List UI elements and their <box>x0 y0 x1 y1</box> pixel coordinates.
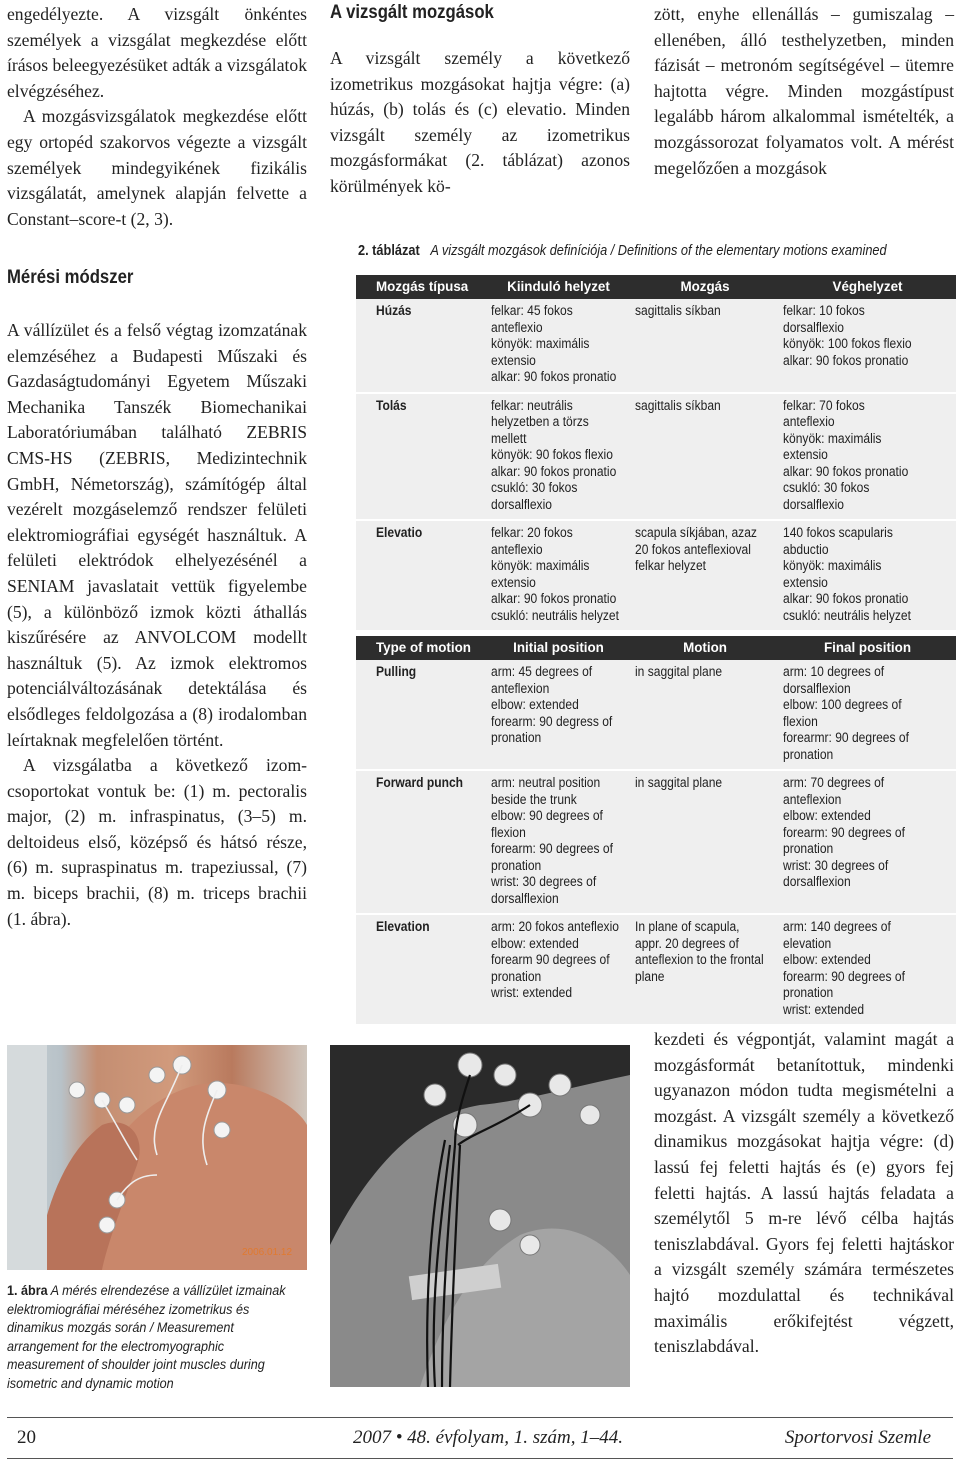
table-caption <box>358 243 886 259</box>
cell-text-line: forearmr: 90 degrees of <box>783 730 909 745</box>
column-header: Kiinduló helyzet <box>507 278 610 294</box>
cell-text-line: 140 fokos scapularis <box>783 525 893 540</box>
table-cell <box>356 775 486 907</box>
figure-photo-front <box>7 1045 307 1270</box>
cell-text-line: arm: 70 degrees of <box>783 775 885 790</box>
middle-column-text <box>330 2 630 200</box>
paragraph: A mozgásvizsgálatok megkezdése előtt egy ortopéd szakorvos végezte a vizsgált személyek mindegyikének fizikális vizsgálatát, amelynek alapján felvette a Constant–score-t (2, 3). <box>7 106 307 229</box>
table-cell <box>631 919 779 1018</box>
cell-text-line: alkar: 90 fokos pronatio <box>783 591 909 606</box>
cell-text-line: sagittalis síkban <box>635 303 721 318</box>
cell-text-line: plane <box>635 968 665 984</box>
table-row <box>356 771 956 915</box>
figure-caption-number: 1. ábra <box>7 1282 48 1298</box>
cell-text-line: forearm: 90 degrees of <box>491 841 613 856</box>
table-row <box>356 521 956 632</box>
column-header: Type of motion <box>376 639 471 655</box>
cell-text-line: dorsalflexio <box>491 496 552 512</box>
page-footer <box>7 1417 953 1459</box>
motion-type-label: Forward punch <box>376 775 464 790</box>
table-row <box>356 660 956 771</box>
cell-text-line: arm: 45 degrees of <box>491 664 593 679</box>
table-cell <box>356 398 486 514</box>
cell-text-line: sagittalis síkban <box>635 397 721 413</box>
cell-text-line: felkar: 10 fokos <box>783 303 865 318</box>
cell-text-line: in saggital plane <box>635 775 723 790</box>
cell-text-line: alkar: 90 fokos pronatio <box>491 591 617 606</box>
table-cell <box>356 919 486 1018</box>
motion-type-label: Elevation <box>376 919 430 934</box>
cell-text-line: scapula síkjában, azaz <box>635 525 757 540</box>
cell-text-line: In plane of scapula, <box>635 919 740 934</box>
cell-text-line: helyzetben a törzs <box>491 414 589 429</box>
cell-text-line: elbow: 90 degrees of <box>491 808 603 823</box>
cell-text-line: wrist: extended <box>491 985 573 1000</box>
photo-timestamp: 2006.01.12 <box>242 1247 293 1258</box>
table-cell <box>779 525 956 624</box>
table-row <box>356 394 956 522</box>
methods-text <box>7 318 307 932</box>
table-cell <box>486 664 631 763</box>
figure-caption-text: A mérés elrendezése a vállízület izmainak elektromiográfiai méréséhez izometrikus és dinamikus mozgás során / Measurement arrangement for the electromyographic measurement of shoulder joint muscles during isometric and dynamic motion <box>7 1282 286 1391</box>
table-row <box>356 915 956 1026</box>
cell-text-line: beside the trunk <box>491 791 577 807</box>
cell-text-line: felkar: 20 fokos <box>491 525 573 540</box>
table-cell <box>779 398 956 514</box>
cell-text-line: forearm: 90 degrees of <box>783 824 905 840</box>
photo-front-illustration <box>7 1045 307 1270</box>
cell-text-line: forearm: 90 degress of <box>491 713 613 729</box>
cell-text-line: arm: 10 degrees of <box>783 664 885 679</box>
cell-text-line: wrist: 30 degrees of <box>491 874 597 889</box>
cell-text-line: 20 fokos anteflexioval <box>635 541 751 557</box>
cell-text-line: elbow: extended <box>783 952 871 967</box>
table-cell <box>779 664 956 763</box>
cell-text-line: alkar: 90 fokos pronatio <box>783 463 909 479</box>
cell-text-line: pronation <box>491 730 542 745</box>
cell-text-line: pronation <box>783 985 834 1000</box>
table-cell <box>779 775 956 907</box>
motion-type-label: Tolás <box>376 397 407 413</box>
right-column-text <box>654 2 954 181</box>
table-cell <box>356 303 486 386</box>
cell-text-line: dorsalflexion <box>783 680 851 696</box>
cell-text-line: anteflexion <box>783 791 842 807</box>
section-heading-motions: A vizsgált mozgások <box>330 2 494 23</box>
table-cell <box>486 398 631 514</box>
table-cell <box>631 775 779 907</box>
cell-text-line: flexion <box>491 824 526 840</box>
figure-caption <box>7 1281 304 1392</box>
cell-text-line: felkar helyzet <box>635 558 707 573</box>
cell-text-line: pronation <box>783 841 834 856</box>
cell-text-line: extensio <box>783 574 828 590</box>
figure-photo-back <box>330 1045 630 1387</box>
cell-text-line: pronation <box>491 968 542 984</box>
cell-text-line: flexion <box>783 713 818 729</box>
table-cell <box>779 303 956 386</box>
cell-text-line: könyök: 90 fokos flexio <box>491 447 613 462</box>
cell-text-line: anteflexio <box>783 414 835 429</box>
cell-text-line: felkar: 45 fokos <box>491 303 573 318</box>
cell-text-line: anteflexio <box>491 541 543 557</box>
cell-text-line: csukló: 30 fokos <box>783 480 870 495</box>
cell-text-line: csukló: neutrális helyzet <box>491 607 619 623</box>
table-cell <box>356 525 486 624</box>
cell-text-line: könyök: maximális <box>491 558 590 573</box>
column-header: Motion <box>683 639 727 655</box>
column-header: Final position <box>823 639 912 655</box>
cell-text-line: forearm: 90 degrees of <box>783 968 905 984</box>
page-number: 20 <box>17 1427 36 1448</box>
table-cell <box>631 664 779 763</box>
paragraph: kezdeti és végpontját, valamint magát a mozgásformát betanítottuk, mindenki ugyanazon módon tudta megismételni a mozgást. A vizsgált személy a következő dinamikus mozgásokat hajtja végre: (d) lassú fej feletti hajtás és (e) gyors fej feletti hajtás. A lassú hajtás feladata a személytől 5 m-re lévő célba hajtás teniszlabdával. Gyors fej feletti hajtáskor a vizsgált személy számára természetes hajtó mozdulattal és technikával maximális erőkifejtést végzett, teniszlabdával. <box>654 1029 954 1357</box>
cell-text-line: extensio <box>491 574 536 590</box>
cell-text-line: könyök: maximális <box>783 558 882 573</box>
paragraph: A vizsgált személy a következő izometrikus mozgásokat hajtja végre: (a) húzás, (b) tolás és (c) elevatio. Minden vizsgált személy az izometrikus mozgásformákat (2. táblázat) azonos körülmények kö- <box>330 48 630 196</box>
cell-text-line: elbow: 100 degrees of <box>783 697 902 712</box>
left-column-text <box>7 2 307 232</box>
cell-text-line: wrist: extended <box>783 1001 865 1017</box>
cell-text-line: anteflexion <box>491 680 550 696</box>
table-cell <box>356 664 486 763</box>
table-caption-number: 2. táblázat <box>358 243 420 259</box>
table-caption-text: A vizsgált mozgások definíciója / Definitions of the elementary motions examined <box>430 243 887 259</box>
paragraph: A vizsgálatba a következő izomcsoportokat vontuk be: (1) m. pectoralis major, (2) m. infraspinatus, (3–5) m. deltoideus első, középső és hátsó része, (6) m. supraspinatus m. trapeziussal, (7) m. biceps brachii, (8) m. triceps brachii (1. ábra). <box>7 755 307 929</box>
cell-text-line: elevation <box>783 935 832 951</box>
cell-text-line: pronation <box>491 857 542 873</box>
cell-text-line: arm: 20 fokos anteflexio <box>491 919 619 934</box>
table-cell <box>631 525 779 624</box>
cell-text-line: forearm 90 degrees of <box>491 952 610 967</box>
table-cell <box>486 525 631 624</box>
paragraph: A vállízület és a felső végtag izomzatának elemzéséhez a Budapesti Műszaki és Gazdaságtudományi Egyetem Műszaki Mechanika Tanszék Biomechanikai Laboratóriumában található ZEBRIS CMS-HS (ZEBRIS, Medizintechnik GmbH, Németország), számítógép által vezérelt mozgáselemző rendszer felületi elektromiográfiai egységét használtuk. A felületi elektródok elhelyezésénél a SENIAM javaslatait vettük figyelembe (5), a különböző izmok közti áthallás kiszűrésére az ANVOLCOM modellt használtuk (5). Az izmok elektromos potenciálváltozásának detektálása és elsődleges feldolgozása a (8) irodalomban leírtaknak megfelelően történt. <box>7 320 307 750</box>
cell-text-line: abductio <box>783 541 829 557</box>
background-wall <box>7 1045 47 1270</box>
cell-text-line: in saggital plane <box>635 664 723 679</box>
cell-text-line: extensio <box>783 447 828 462</box>
paragraph: engedélyezte. A vizsgált önkéntes személyek a vizsgálat megkezdése előtt írásos beleegyezésüket adták a vizsgálatok elvégzéséhez. <box>7 4 307 101</box>
cell-text-line: könyök: maximális <box>783 430 882 446</box>
cell-text-line: felkar: neutrális <box>491 397 573 413</box>
motion-type-label: Elevatio <box>376 525 423 540</box>
motion-type-label: Húzás <box>376 303 412 318</box>
cell-text-line: dorsalflexion <box>783 874 851 889</box>
cell-text-line: alkar: 90 fokos pronatio <box>491 463 617 479</box>
table-row <box>356 299 956 394</box>
table-header-row <box>356 636 956 660</box>
table-header-row <box>356 275 956 299</box>
cell-text-line: csukló: 30 fokos <box>491 480 578 495</box>
cell-text-line: elbow: extended <box>783 808 871 823</box>
section-heading-methods: Mérési módszer <box>7 267 134 288</box>
cell-text-line: elbow: extended <box>491 697 579 712</box>
column-header: Mozgás típusa <box>376 278 469 294</box>
cell-text-line: anteflexio <box>491 319 543 335</box>
cell-text-line: pronation <box>783 746 834 762</box>
cell-text-line: anteflexion to the frontal <box>635 952 764 967</box>
cell-text-line: dorsalflexio <box>783 496 844 512</box>
table-cell <box>486 303 631 386</box>
cell-text-line: csukló: neutrális helyzet <box>783 607 911 623</box>
cell-text-line: alkar: 90 fokos pronatio <box>491 369 617 384</box>
cell-text-line: elbow: extended <box>491 935 579 951</box>
cell-text-line: wrist: 30 degrees of <box>783 857 889 873</box>
issue-info: 2007 • 48. évfolyam, 1. szám, 1–44. <box>353 1427 623 1448</box>
table-hungarian <box>356 275 956 632</box>
journal-name: Sportorvosi Szemle <box>784 1427 931 1448</box>
table-cell <box>779 919 956 1018</box>
cell-text-line: appr. 20 degrees of <box>635 935 739 951</box>
cell-text-line: mellett <box>491 430 527 446</box>
cell-text-line: arm: 140 degrees of <box>783 919 891 934</box>
column-header: Initial position <box>513 639 604 655</box>
cell-text-line: dorsalflexio <box>783 319 844 335</box>
cell-text-line: könyök: maximális <box>491 336 590 351</box>
table-cell <box>486 919 631 1018</box>
paragraph: zött, enyhe ellenállás – gumiszalag – ellenében, álló testhelyzetben, minden fázisát – metronóm segítségével – ütemre hajtotta végre. Minden mozgástípust legalább három alkalommal ismételték, a mozgássorozat folyamatos volt. A mérést megelőzően a mozgások <box>654 4 954 178</box>
motion-type-label: Pulling <box>376 664 417 679</box>
photo-back-illustration <box>330 1045 630 1387</box>
cell-text-line: könyök: 100 fokos flexio <box>783 336 912 351</box>
cell-text-line: dorsalflexion <box>491 890 559 906</box>
column-header: Mozgás <box>680 278 730 294</box>
cell-text-line: alkar: 90 fokos pronatio <box>783 352 909 368</box>
cell-text-line: extensio <box>491 352 536 368</box>
table-cell <box>631 398 779 514</box>
table-english <box>356 636 956 1026</box>
column-header: Véghelyzet <box>832 278 903 294</box>
cell-text-line: felkar: 70 fokos <box>783 397 865 413</box>
table-cell <box>631 303 779 386</box>
table-cell <box>486 775 631 907</box>
cell-text-line: arm: neutral position <box>491 775 601 790</box>
right-column-text-continued <box>654 1027 954 1360</box>
